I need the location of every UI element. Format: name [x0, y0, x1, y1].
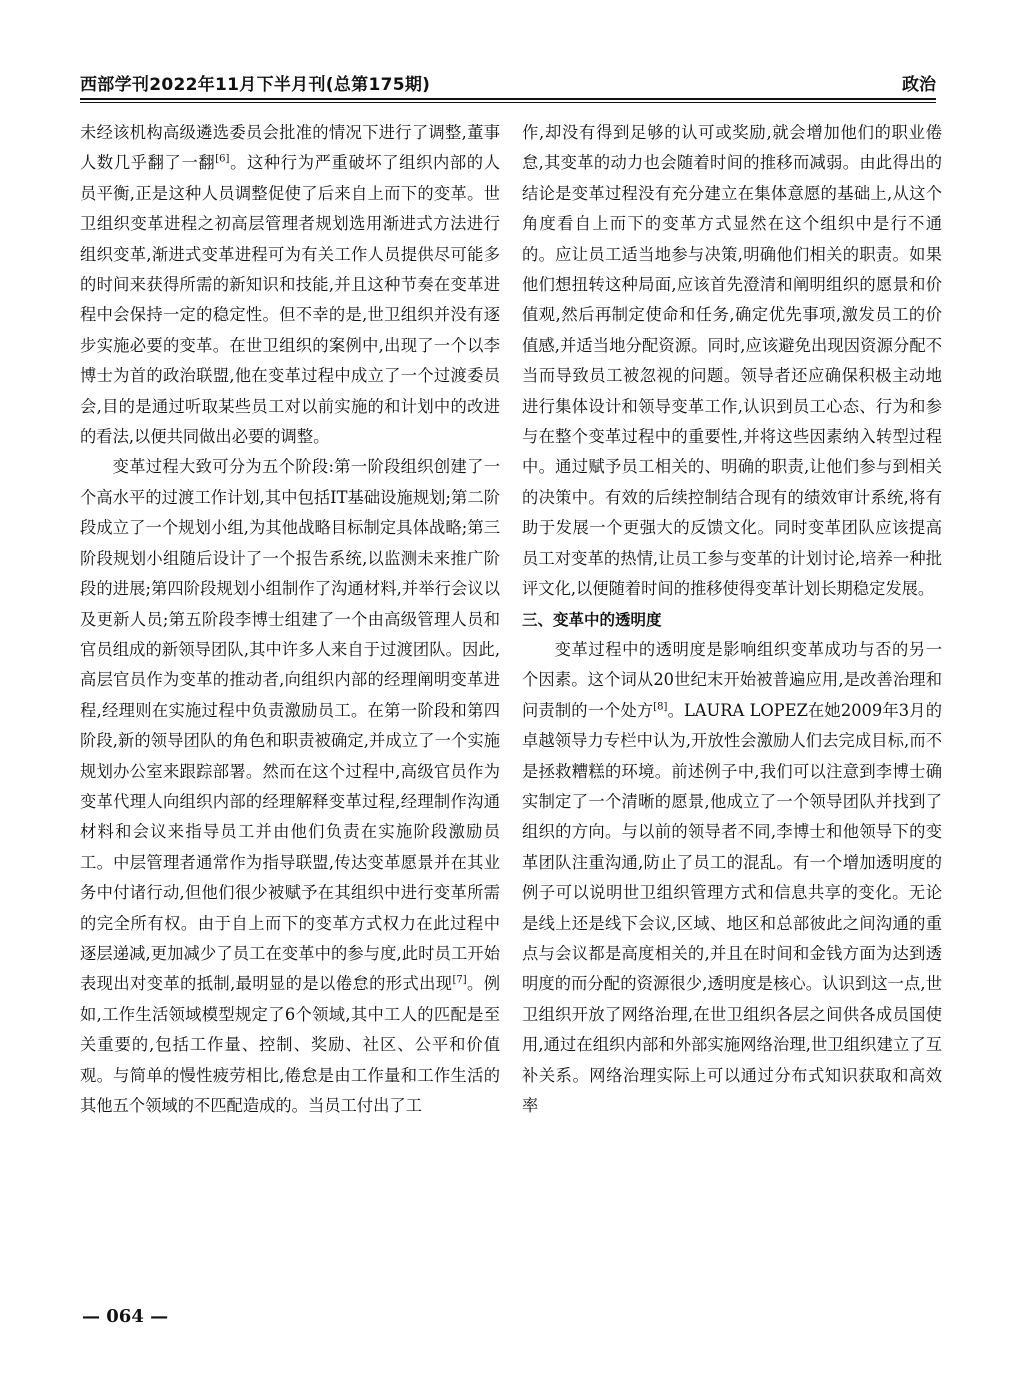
paragraph-text: 未经该机构高级遴选委员会批准的情况下进行了调整,董事人数几乎翻了一翻: [80, 123, 500, 173]
paragraph-text: 。例如,工作生活领域模型规定了6个领域,其中工人的匹配是至关重要的,包括工作量、控制、奖励、社区、公平和价值观。与简单的慢性疲劳相比,倦怠是由工作量和工作生活的其他五个领域的不匹配造成的。当员工付出了工: [80, 974, 500, 1115]
left-column: [80, 118, 500, 1121]
page-header: [80, 62, 936, 102]
paragraph-text: 。LAURA LOPEZ在她2009年3月的卓越领导力专栏中认为,开放性会激励人们去完成目标,而不是拯救糟糕的环境。前述例子中,我们可以注意到李博士确实制定了一个清晰的愿景,他成立了一个领导团队并找到了组织的方向。与以前的领导者不同,李博士和他领导下的变革团队注重沟通,防止了员工的混乱。有一个增加透明度的例子可以说明世卫组织管理方式和信息共享的变化。无论是线上还是线下会议,区域、地区和总部彼此之间沟通的重点与会议都是高度相关的,并且在时间和金钱方面为达到透明度的而分配的资源很少,透明度是核心。认识到这一点,世卫组织开放了网络治理,在世卫组织各层之间供各成员国使用,通过在组织内部和外部实施网络治理,世卫组织建立了互补关系。网络治理实际上可以通过分布式知识获取和高效率: [522, 700, 942, 1115]
paragraph: [522, 635, 942, 1122]
journal-title: 西部学刊2022年11月下半月刊(总第175期): [80, 75, 431, 95]
paragraph-text: 。这种行为严重破坏了组织内部的人员平衡,正是这种人员调整促使了后来自上而下的变革。世卫组织变革进程之初高层管理者规划选用渐进式方法进行组织变革,渐进式变革进程可为有关工作人员提供尽可能多的时间来获得所需的新知识和技能,并且这种节奏在变革进程中会保持一定的稳定性。但不幸的是,世卫组织并没有逐步实施必要的变革。在世卫组织的案例中,出现了一个以李博士为首的政治联盟,他在变革过程中成立了一个过渡委员会,目的是通过听取某些员工对以前实施的和计划中的改进的看法,以便共同做出必要的调整。: [80, 153, 500, 447]
paragraph-text: 变革过程中的透明度是影响组织变革成功与否的另一个因素。这个词从20世纪末开始被普遍应用,是改善治理和问责制的一个处方: [522, 639, 942, 720]
paragraph: [80, 452, 500, 1121]
paragraph: [80, 118, 500, 452]
paragraph: 作,却没有得到足够的认可或奖励,就会增加他们的职业倦怠,其变革的动力也会随着时间的推移而减弱。由此得出的结论是变革过程没有充分建立在集体意愿的基础上,从这个角度看自上而下的变革方式显然在这个组织中是行不通的。应让员工适当地参与决策,明确他们相关的职责。如果他们想扭转这种局面,应该首先澄清和阐明组织的愿景和价值观,然后再制定使命和任务,确定优先事项,激发员工的价值感,并适当地分配资源。同时,应该避免出现因资源分配不当而导致员工被忽视的问题。领导者还应确保积极主动地进行集体设计和领导变革工作,认识到员工心态、行为和参与在整个变革过程中的重要性,并将这些因素纳入转型过程中。通过赋予员工相关的、明确的职责,让他们参与到相关的决策中。有效的后续控制结合现有的绩效审计系统,将有助于发展一个更强大的反馈文化。同时变革团队应该提高员工对变革的热情,让员工参与变革的计划讨论,培养一种批评文化,以便随着时间的推移使得变革计划长期稳定发展。: [522, 123, 942, 599]
header-rule-thin: [80, 102, 936, 103]
citation: [6]: [215, 153, 230, 165]
header-rule: [80, 98, 936, 100]
section-heading: 三、变革中的透明度: [522, 610, 662, 629]
citation: [8]: [653, 701, 668, 713]
paragraph-text: 变革过程大致可分为五个阶段:第一阶段组织创建了一个高水平的过渡工作计划,其中包括IT基础设施规划;第二阶段成立了一个规划小组,为其他战略目标制定具体战略;第三阶段规划小组随后设计了一个报告系统,以监测未来推广阶段的进展;第四阶段规划小组制作了沟通材料,并举行会议以及更新人员;第五阶段李博士组建了一个由高级管理人员和官员组成的新领导团队,其中许多人来自于过渡团队。因此,高层官员作为变革的推动者,向组织内部的经理阐明变革进程,经理则在实施过程中负责激励员工。在第一阶段和第四阶段,新的领导团队的角色和职责被确定,并成立了一个实施规划办公室来跟踪部署。然而在这个过程中,高级官员作为变革代理人向组织内部的经理解释变革过程,经理制作沟通材料和会议来指导员工并由他们负责在实施阶段激励员工。中层管理者通常作为指导联盟,传达变革愿景并在其业务中付诸行动,但他们很少被赋予在其组织中进行变革所需的完全所有权。由于自上而下的变革方式权力在此过程中逐层递减,更加减少了员工在变革中的参与度,此时员工开始表现出对变革的抵制,最明显的是以倦怠的形式出现: [80, 457, 500, 994]
section-name: 政治: [902, 75, 936, 95]
citation: [7]: [452, 974, 467, 986]
right-column: [522, 118, 942, 1121]
page-number: — 064 —: [82, 1306, 169, 1327]
